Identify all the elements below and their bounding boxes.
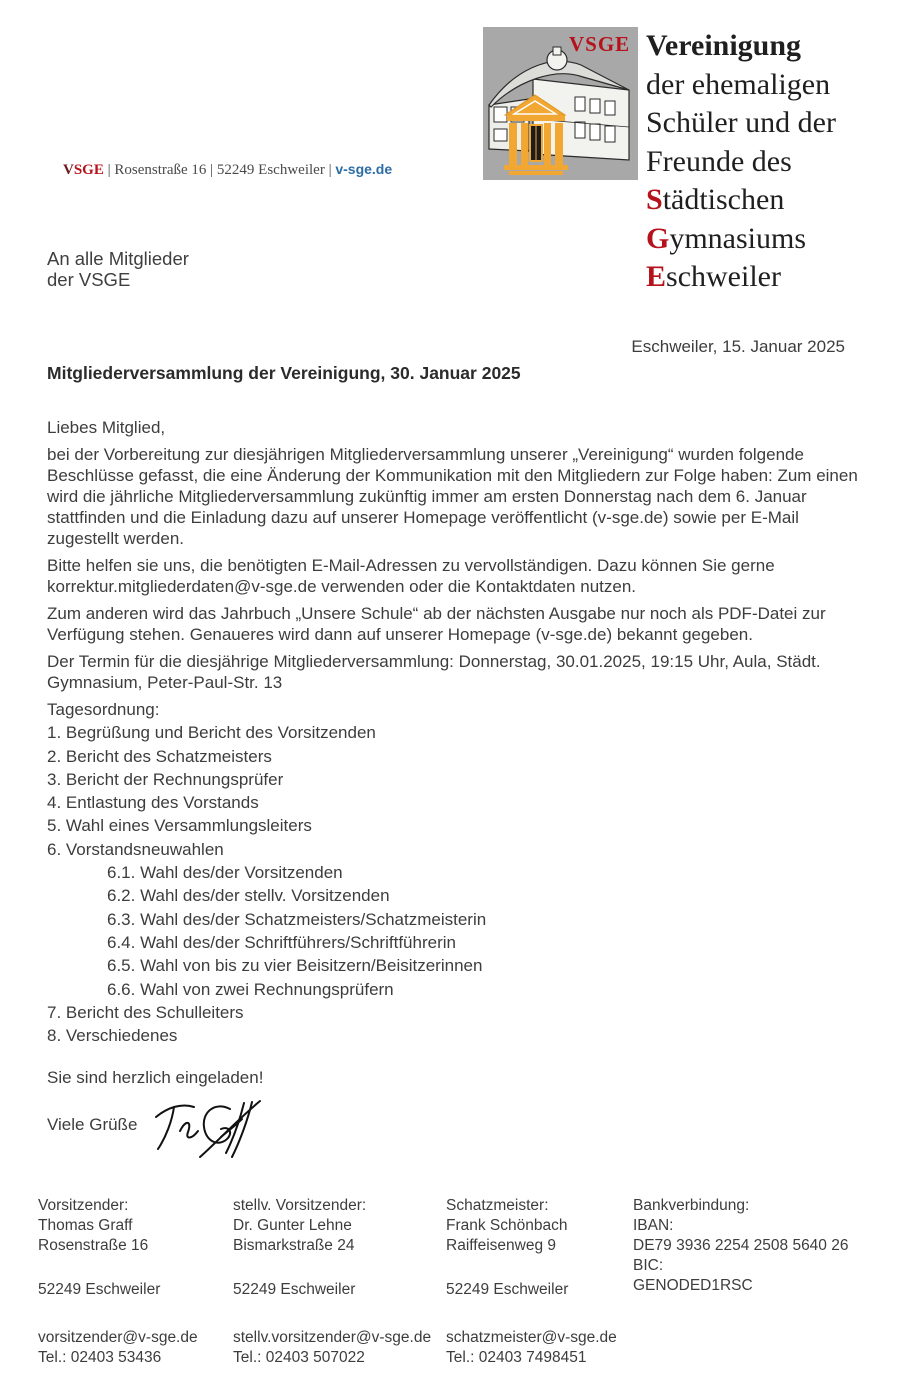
- agenda-item: 6.5. Wahl von bis zu vier Beisitzern/Beisitzerinnen: [107, 956, 483, 976]
- sender-address: | Rosenstraße 16 | 52249 Eschweiler |: [103, 162, 336, 178]
- org-title: [646, 27, 836, 297]
- org-title-text: schweiler: [666, 260, 781, 293]
- logo-brand-text: VSGE: [569, 32, 631, 56]
- org-title-line: [646, 220, 836, 259]
- agenda-item: 6.1. Wahl des/der Vorsitzenden: [107, 863, 343, 883]
- org-title-text: Freunde des: [646, 144, 792, 178]
- org-title-line: [646, 181, 836, 220]
- footer-role-block: Vorsitzender: Thomas Graff Rosenstraße 16: [38, 1197, 149, 1254]
- footer-col-stellv-vorsitzender: [233, 1176, 431, 1388]
- school-building-illustration: [483, 27, 638, 180]
- footer-city: 52249 Eschweiler: [38, 1281, 161, 1298]
- recipient-address: An alle Mitglieder der VSGE: [47, 248, 189, 290]
- paragraph-email-request: Bitte helfen sie uns, die benötigten E-Mail-Adressen zu vervollständigen. Dazu können Sie gerne korrektur.mitgliederdaten@v-sge.de verwenden oder die Kontaktdaten nutzen.: [47, 556, 775, 596]
- footer-city: 52249 Eschweiler: [233, 1281, 356, 1298]
- footer-contact: stellv.vorsitzender@v-sge.de Tel.: 02403 507022: [233, 1329, 432, 1366]
- sender-line: [63, 161, 392, 179]
- agenda-item: 2. Bericht des Schatzmeisters: [47, 746, 272, 766]
- footer-col-bankverbindung: [633, 1176, 848, 1368]
- paragraph-yearbook: Zum anderen wird das Jahrbuch „Unsere Schule“ ab der nächsten Ausgabe nur noch als PDF-Datei zur Verfügung stehen. Genaueres wird dann auf unserer Homepage (v-sge.de) bekannt gegeben.: [47, 604, 826, 644]
- paragraph-meeting-date: Der Termin für die diesjährige Mitgliederversammlung: Donnerstag, 30.01.2025, 19:15 Uhr, Aula, Städt. Gymnasium, Peter-Paul-Str. 13: [47, 652, 821, 692]
- signature-image: [148, 1096, 268, 1160]
- org-logo: [483, 27, 638, 180]
- agenda-item: 8. Verschiedenes: [47, 1026, 178, 1046]
- agenda-label: Tagesordnung:: [47, 700, 160, 719]
- org-title-line: [646, 104, 836, 143]
- agenda-item: 3. Bericht der Rechnungsprüfer: [47, 769, 284, 789]
- org-title-line: [646, 258, 836, 297]
- agenda-item: 5. Wahl eines Versammlungsleiters: [47, 816, 312, 836]
- org-title-text: der ehemaligen: [646, 67, 831, 101]
- salutation: Liebes Mitglied,: [47, 418, 166, 437]
- org-title-text: tädtischen: [662, 183, 785, 216]
- agenda-list: [47, 721, 486, 1047]
- footer-role-block: Schatzmeister: Frank Schönbach Raiffeisenweg 9: [446, 1197, 568, 1254]
- org-title-initial: S: [646, 183, 663, 216]
- agenda: [47, 698, 486, 1047]
- agenda-item: 6.6. Wahl von zwei Rechnungsprüfern: [107, 979, 394, 999]
- date-line: Eschweiler, 15. Januar 2025: [631, 337, 845, 356]
- footer-col-schatzmeister: [446, 1176, 617, 1388]
- subject-heading: Mitgliederversammlung der Vereinigung, 30. Januar 2025: [47, 363, 521, 383]
- agenda-item: 7. Bericht des Schulleiters: [47, 1002, 244, 1022]
- regards-line: Viele Grüße: [47, 1115, 138, 1134]
- org-title-text: ymnasiums: [669, 221, 807, 255]
- org-title-initial: G: [646, 221, 670, 255]
- org-title-text: Schüler und der: [646, 106, 836, 139]
- org-title-line: [646, 143, 836, 182]
- footer-contact: schatzmeister@v-sge.de Tel.: 02403 7498451: [446, 1329, 617, 1366]
- footer-bank-block: Bankverbindung: IBAN: DE79 3936 2254 2508 5640 26 BIC: GENODED1RSC: [633, 1197, 849, 1294]
- org-title-text: Vereinigung: [646, 29, 802, 62]
- footer-contact: vorsitzender@v-sge.de Tel.: 02403 53436: [38, 1329, 198, 1366]
- letter-body: [47, 417, 865, 699]
- org-title-line: [646, 27, 836, 66]
- sender-brand-v: V: [63, 162, 74, 178]
- org-title-line: [646, 66, 836, 105]
- agenda-item: 6.4. Wahl des/der Schriftführers/Schriftführerin: [107, 932, 456, 952]
- org-title-initial: E: [646, 260, 667, 293]
- footer-col-vorsitzender: [38, 1176, 198, 1388]
- invitation-line: Sie sind herzlich eingeladen!: [47, 1068, 264, 1087]
- agenda-item: 6.3. Wahl des/der Schatzmeisters/Schatzmeisterin: [107, 909, 487, 929]
- agenda-item: 6. Vorstandsneuwahlen: [47, 839, 224, 859]
- sender-website-link[interactable]: v-sge.de: [335, 161, 393, 177]
- agenda-item: 1. Begrüßung und Bericht des Vorsitzenden: [47, 723, 376, 743]
- paragraph-decisions: bei der Vorbereitung zur diesjährigen Mitgliederversammlung unserer „Vereinigung“ wurden folgende Beschlüsse gefasst, die eine Änderung der Kommunikation mit den Mitgliedern zur Folge haben: Zum einen wird die jährliche Mitgliederversammlung zukünftig immer am ersten Donnerstag nach dem 6. Januar stattfinden und die Einladung dazu auf unserer Homepage veröffentlicht (v-sge.de) sowie per E-Mail zugestellt werden.: [47, 445, 858, 548]
- footer-role-block: stellv. Vorsitzender: Dr. Gunter Lehne Bismarkstraße 24: [233, 1197, 367, 1254]
- footer-city: 52249 Eschweiler: [446, 1281, 569, 1298]
- agenda-item: 4. Entlastung des Vorstands: [47, 793, 259, 813]
- sender-brand-sge: SGE: [73, 162, 104, 178]
- agenda-item: 6.2. Wahl des/der stellv. Vorsitzenden: [107, 886, 390, 906]
